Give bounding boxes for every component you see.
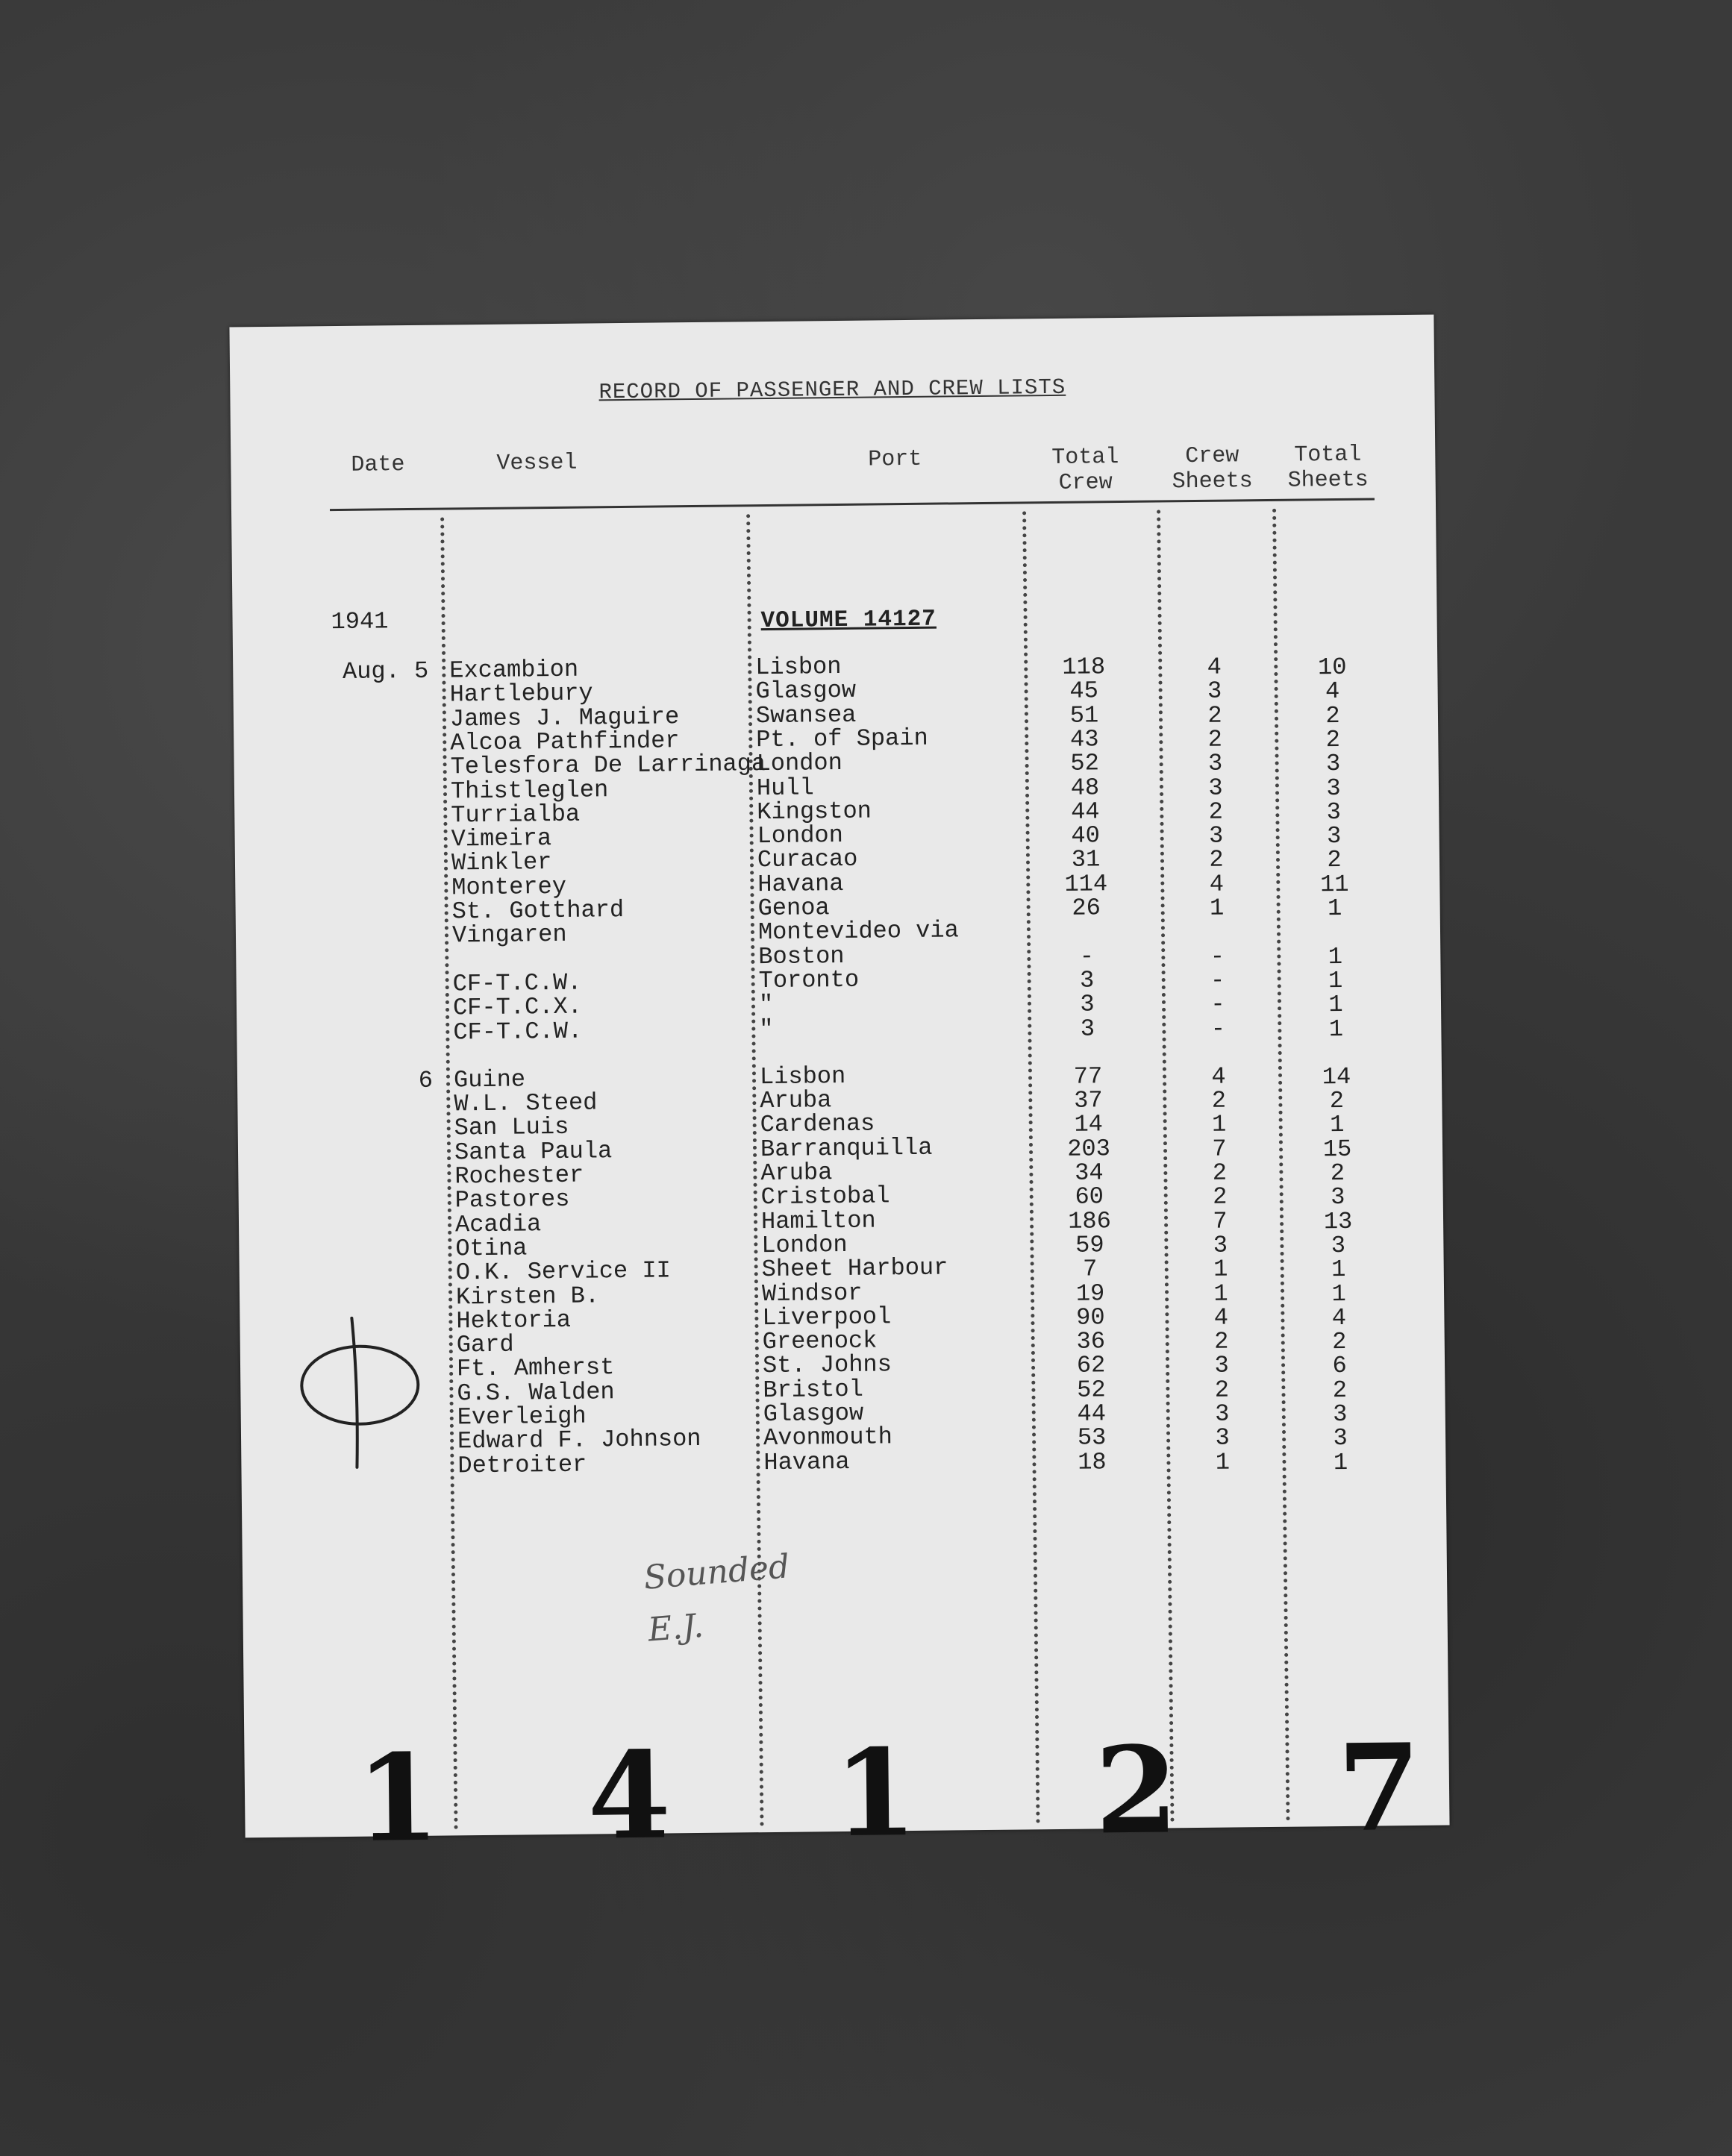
vessel-name: Santa Paula [454, 1136, 613, 1167]
header-port: Port [868, 446, 922, 473]
port-name: Liverpool [762, 1303, 892, 1332]
crew-sheets-value: 4 [1213, 1303, 1229, 1332]
header-total-crew-line1: Total [1051, 445, 1119, 471]
crew-sheets-value: 2 [1214, 1376, 1230, 1404]
crew-sheets-value: 2 [1211, 1086, 1227, 1115]
volume-digit: 1 [833, 1722, 918, 1864]
total-crew-value: 37 [1073, 1086, 1103, 1115]
port-name: London [756, 749, 843, 778]
port-name: Aruba [760, 1086, 832, 1115]
header-date: Date [351, 452, 405, 478]
total-crew-value: 60 [1075, 1182, 1104, 1212]
total-sheets-value: 11 [1319, 870, 1349, 898]
vessel-name: Ft. Amherst [456, 1353, 615, 1383]
port-name: Glasgow [755, 677, 857, 706]
port-name: London [761, 1230, 848, 1259]
port-name: Hamilton [760, 1206, 876, 1235]
crew-sheets-value: 1 [1211, 1110, 1227, 1139]
entry-date: Aug. 5 [342, 656, 429, 686]
total-crew-value: 36 [1076, 1327, 1106, 1356]
vessel-name: Hartlebury [449, 679, 593, 709]
total-crew-value: 44 [1077, 1400, 1107, 1428]
volume-label: VOLUME 14127 [760, 606, 937, 635]
vessel-name: Pastores [454, 1185, 570, 1215]
vessel-name: Guine [453, 1065, 526, 1094]
port-name: Windsor [761, 1279, 863, 1308]
total-sheets-value: 3 [1330, 1183, 1345, 1212]
vessel-name: Detroiter [457, 1450, 587, 1479]
vessel-name: Kirsten B. [455, 1281, 600, 1311]
vessel-name: Vimeira [451, 824, 552, 853]
port-name: Aruba [760, 1159, 833, 1188]
total-crew-value: 203 [1067, 1134, 1111, 1163]
vessel-name: CF-T.C.X. [452, 992, 583, 1022]
port-name: Sheet Harbour [761, 1253, 948, 1284]
vessel-name: Gard [456, 1330, 514, 1359]
crew-sheets-value: 3 [1207, 749, 1223, 777]
vessel-name: O.K. Service II [455, 1256, 671, 1287]
total-crew-value: 45 [1069, 677, 1099, 706]
crew-sheets-value: 3 [1214, 1400, 1230, 1428]
crew-sheets-value: 1 [1209, 894, 1225, 922]
vessel-name: San Luis [454, 1113, 569, 1142]
crew-sheets-value: 3 [1213, 1231, 1228, 1259]
total-sheets-value: 3 [1326, 797, 1342, 826]
total-crew-value: 14 [1074, 1110, 1104, 1139]
vessel-name: Alcoa Pathfinder [450, 727, 680, 757]
total-sheets-value: 1 [1328, 991, 1343, 1019]
port-name: London [757, 821, 844, 850]
port-name: Lisbon [759, 1062, 846, 1091]
port-name: Havana [763, 1447, 850, 1476]
document-title: RECORD OF PASSENGER AND CREW LISTS [598, 375, 1066, 405]
header-crew-sheets-line2: Sheets [1172, 469, 1253, 495]
total-crew-value: 43 [1069, 725, 1099, 753]
total-sheets-value: 2 [1325, 701, 1340, 730]
total-crew-value: 48 [1070, 773, 1100, 802]
crew-sheets-value: 2 [1209, 845, 1224, 874]
total-sheets-value: 2 [1327, 846, 1342, 874]
total-crew-value: 3 [1079, 966, 1095, 994]
port-name: Pt. of Spain [756, 724, 928, 754]
total-sheets-value: 10 [1317, 653, 1347, 682]
total-sheets-value: 3 [1325, 750, 1341, 778]
port-name: Havana [757, 869, 844, 898]
header-total-sheets-line1: Total [1294, 442, 1362, 469]
circle-slash-stroke [351, 1318, 357, 1467]
total-sheets-value: 3 [1326, 822, 1342, 850]
total-sheets-value: 1 [1328, 942, 1343, 971]
port-name: Genoa [757, 894, 830, 923]
volume-digit: 4 [587, 1725, 672, 1867]
circle-slash-mark [301, 1346, 419, 1425]
total-crew-value: 62 [1076, 1351, 1106, 1380]
total-crew-value: 3 [1080, 1014, 1095, 1043]
year-label: 1941 [331, 607, 389, 636]
port-name: Greenock [762, 1326, 878, 1356]
crew-sheets-value: 2 [1208, 797, 1224, 826]
vessel-name: Edward F. Johnson [457, 1425, 701, 1455]
total-crew-value: 186 [1068, 1206, 1112, 1235]
total-crew-value: 3 [1080, 990, 1095, 1018]
header-total-crew-line2: Crew [1058, 470, 1113, 496]
document-sheet [229, 315, 1449, 1869]
total-crew-value: 114 [1064, 869, 1108, 898]
crew-sheets-value: 2 [1207, 725, 1223, 753]
total-sheets-value: 2 [1325, 725, 1341, 754]
vessel-name: Acadia [454, 1209, 542, 1238]
total-crew-value: 26 [1072, 894, 1101, 922]
total-sheets-value: 2 [1332, 1376, 1348, 1404]
vessel-name: Thistleglen [450, 775, 609, 805]
total-sheets-value: 2 [1329, 1087, 1345, 1115]
crew-sheets-value: 7 [1213, 1207, 1228, 1235]
total-sheets-value: 1 [1327, 894, 1342, 923]
total-sheets-value: 1 [1329, 1111, 1345, 1139]
port-name: Hull [756, 773, 814, 802]
total-sheets-value: 1 [1331, 1256, 1346, 1284]
total-crew-value: 59 [1075, 1231, 1104, 1259]
crew-sheets-value: - [1210, 942, 1225, 971]
port-name: " [759, 1015, 774, 1043]
crew-sheets-value: 1 [1215, 1448, 1231, 1476]
port-name: Avonmouth [763, 1423, 893, 1453]
vessel-name: St. Gotthard [451, 896, 625, 926]
total-sheets-value: 3 [1332, 1400, 1348, 1429]
port-name-continued: Boston [758, 941, 845, 971]
total-sheets-value: 4 [1331, 1303, 1347, 1332]
crew-sheets-value: 1 [1213, 1255, 1228, 1283]
vessel-name: Hektoria [456, 1306, 572, 1335]
total-sheets-value: 3 [1326, 774, 1341, 802]
total-crew-value: 77 [1073, 1062, 1103, 1091]
total-crew-value: 90 [1076, 1303, 1105, 1332]
header-total-sheets-line2: Sheets [1287, 467, 1369, 494]
port-name: Barranquilla [760, 1133, 933, 1163]
port-name: Cristobal [760, 1182, 890, 1212]
crew-sheets-value: 2 [1213, 1327, 1229, 1356]
port-name: Lisbon [755, 652, 842, 682]
total-sheets-value: 3 [1333, 1424, 1348, 1453]
total-sheets-value: 3 [1331, 1231, 1346, 1260]
port-name: Curacao [757, 845, 858, 874]
total-sheets-value: 2 [1331, 1328, 1347, 1356]
crew-sheets-value: 2 [1212, 1182, 1228, 1212]
port-name: Toronto [758, 965, 860, 995]
port-name: Glasgow [763, 1399, 864, 1429]
total-crew-value: 53 [1077, 1423, 1107, 1452]
crew-sheets-value: - [1210, 966, 1225, 994]
crew-sheets-value: 3 [1207, 677, 1222, 706]
port-name: Bristol [763, 1375, 864, 1404]
total-sheets-value: 1 [1328, 1015, 1344, 1043]
crew-sheets-value: - [1210, 990, 1225, 1018]
vessel-name: Everleigh [457, 1402, 587, 1432]
total-crew-value: 31 [1071, 845, 1101, 874]
total-crew-value: - [1079, 942, 1095, 971]
crew-sheets-value: 2 [1212, 1159, 1228, 1187]
crew-sheets-value: 4 [1207, 653, 1222, 681]
total-sheets-value: 1 [1333, 1448, 1348, 1476]
total-crew-value: 44 [1070, 797, 1100, 826]
crew-sheets-value: 3 [1208, 774, 1223, 802]
port-name: Kingston [757, 797, 872, 826]
vessel-name: James J. Maguire [449, 702, 680, 733]
total-crew-value: 52 [1070, 749, 1100, 777]
vessel-name: CF-T.C.W. [453, 1017, 583, 1046]
vessel-name: Turrialba [451, 800, 581, 830]
handwritten-note: Sounded E.J. [642, 1547, 791, 1649]
volume-digit: 7 [1336, 1717, 1422, 1859]
vessel-name: Otina [455, 1234, 528, 1263]
total-crew-value: 51 [1069, 701, 1099, 730]
crew-sheets-value: 3 [1214, 1351, 1229, 1380]
entry-date: 6 [418, 1066, 434, 1094]
total-sheets-value: 4 [1325, 677, 1340, 706]
port-name: St. Johns [762, 1350, 892, 1380]
crew-sheets-value: 3 [1215, 1423, 1230, 1453]
vessel-name: Excambion [449, 655, 579, 685]
total-sheets-value: 2 [1330, 1159, 1345, 1188]
vessel-name: CF-T.C.W. [452, 968, 582, 998]
vessel-name: Monterey [451, 872, 567, 902]
total-crew-value: 19 [1075, 1279, 1105, 1308]
crew-sheets-value: - [1210, 1015, 1226, 1043]
vessel-name: Telesfora De Larrinaga [450, 750, 766, 781]
total-sheets-value: 14 [1322, 1062, 1351, 1091]
port-name: Cardenas [760, 1109, 875, 1139]
total-sheets-value: 1 [1331, 1279, 1346, 1308]
port-name: " [758, 991, 774, 1019]
port-name: Montevideo via [757, 916, 960, 947]
volume-digit: 1 [355, 1727, 440, 1869]
header-crew-sheets-line1: Crew [1185, 443, 1239, 470]
total-crew-value: 118 [1062, 653, 1106, 681]
total-sheets-value: 6 [1332, 1352, 1347, 1380]
total-sheets-value: 13 [1323, 1207, 1353, 1235]
vessel-name: G.S. Walden [457, 1377, 615, 1408]
total-crew-value: 7 [1082, 1255, 1098, 1283]
crew-sheets-value: 3 [1208, 821, 1224, 850]
vessel-name: Rochester [454, 1161, 584, 1191]
crew-sheets-value: 7 [1212, 1135, 1227, 1163]
crew-sheets-value: 2 [1207, 701, 1222, 730]
port-name: Swansea [755, 701, 857, 730]
total-sheets-value: 15 [1322, 1135, 1352, 1163]
vessel-name: Winkler [451, 848, 552, 877]
crew-sheets-value: 4 [1211, 1062, 1226, 1091]
total-crew-value: 18 [1078, 1447, 1107, 1476]
total-sheets-value: 1 [1328, 966, 1343, 995]
volume-digit: 2 [1094, 1720, 1179, 1861]
crew-sheets-value: 4 [1209, 870, 1225, 898]
total-crew-value: 40 [1071, 821, 1101, 850]
crew-sheets-value: 1 [1213, 1279, 1228, 1308]
total-crew-value: 34 [1074, 1159, 1104, 1187]
vessel-name: Vingaren [451, 921, 567, 950]
header-vessel: Vessel [496, 450, 578, 477]
total-crew-value: 52 [1077, 1375, 1106, 1404]
vessel-name: W.L. Steed [454, 1088, 598, 1118]
